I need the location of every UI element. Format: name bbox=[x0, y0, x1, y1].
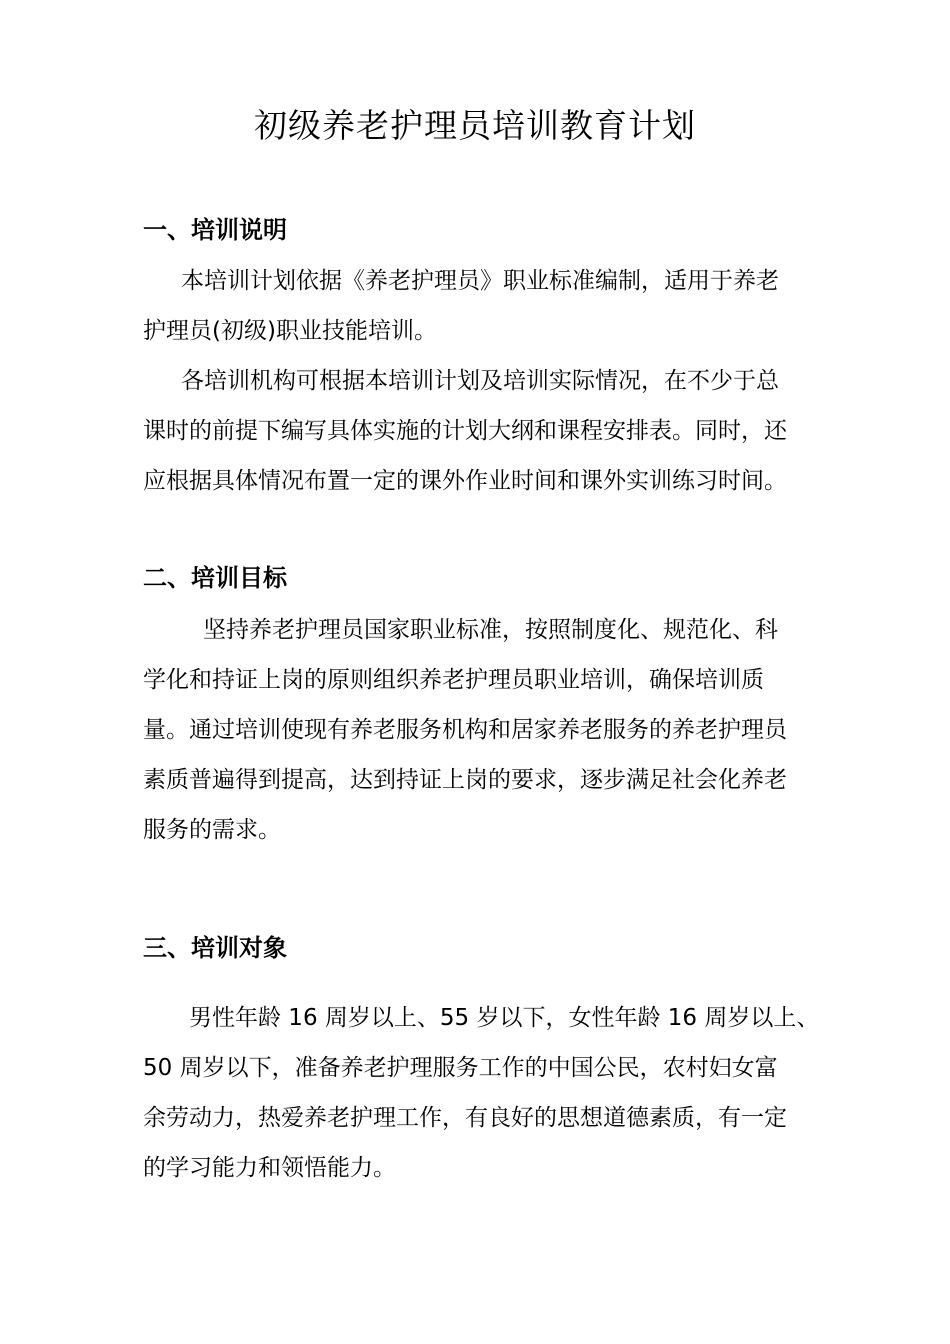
paragraph-training-target bbox=[143, 993, 823, 1193]
paragraph-line: 护理员(初级)职业技能培训。 bbox=[143, 318, 437, 344]
paragraph-line: 学化和持证上岗的原则组织养老护理员职业培训，确保培训质 bbox=[143, 667, 764, 693]
paragraph-line: 课时的前提下编写具体实施的计划大纲和课程安排表。同时，还 bbox=[143, 418, 787, 444]
paragraph-training-goals bbox=[143, 605, 823, 855]
paragraph-line: 量。通过培训使现有养老服务机构和居家养老服务的养老护理员 bbox=[143, 717, 787, 743]
paragraph-line: 男性年龄 16 周岁以上、55 岁以下，女性年龄 16 周岁以上、 bbox=[189, 1005, 820, 1031]
document-title: 初级养老护理员培训教育计划 bbox=[254, 106, 696, 145]
paragraph-line: 坚持养老护理员国家职业标准，按照制度化、规范化、科 bbox=[203, 617, 778, 643]
paragraph-line: 应根据具体情况布置一定的课外作业时间和课外实训练习时间。 bbox=[143, 468, 787, 494]
paragraph-line: 的学习能力和领悟能力。 bbox=[143, 1155, 396, 1181]
paragraph-line: 服务的需求。 bbox=[143, 817, 281, 843]
paragraph-line: 本培训计划依据《养老护理员》职业标准编制，适用于养老 bbox=[181, 268, 779, 294]
paragraph-line: 素质普遍得到提高，达到持证上岗的要求，逐步满足社会化养老 bbox=[143, 767, 787, 793]
section-heading-training-target: 三、培训对象 bbox=[143, 934, 287, 962]
paragraph-line: 各培训机构可根据本培训计划及培训实际情况，在不少于总 bbox=[181, 368, 779, 394]
section-heading-training-description: 一、培训说明 bbox=[143, 216, 287, 244]
paragraph-line: 余劳动力，热爱养老护理工作，有良好的思想道德素质，有一定 bbox=[143, 1105, 787, 1131]
paragraph-line: 50 周岁以下，准备养老护理服务工作的中国公民，农村妇女富 bbox=[143, 1055, 778, 1081]
section-heading-training-goals: 二、培训目标 bbox=[143, 564, 287, 592]
paragraph-institution-guidance bbox=[143, 356, 823, 506]
paragraph-training-basis bbox=[143, 256, 823, 356]
